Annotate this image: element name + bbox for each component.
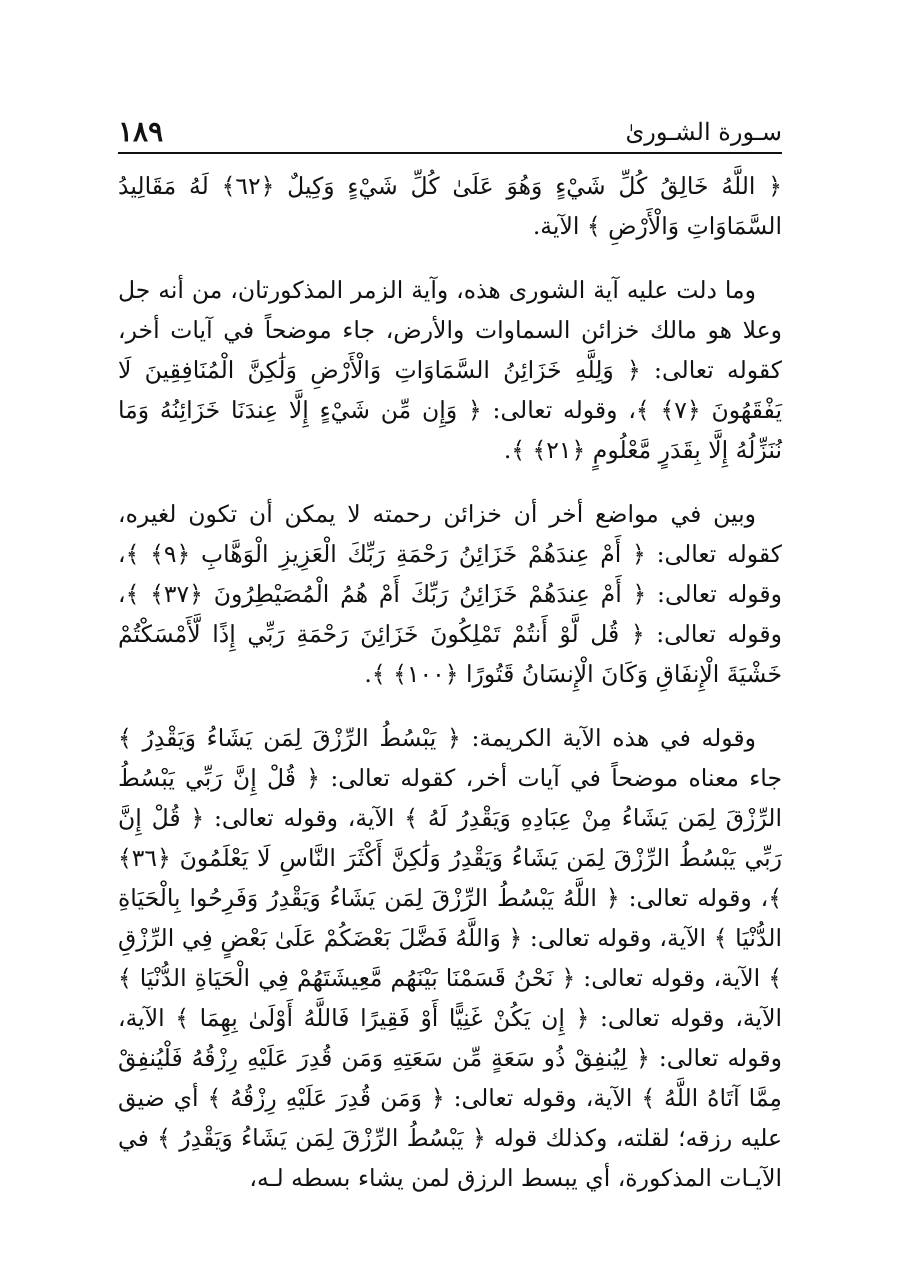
page-header — [118, 108, 782, 154]
surah-title: سـورة الشـورىٰ — [625, 118, 782, 146]
paragraph-2: وما دلت عليه آية الشورى هذه، وآية الزمر المذكورتان، من أنه جل وعلا هو مالك خزائن السماوات والأرض، جاء موضحاً في آيات أخر، كقوله تعالى: ﴿ وَلِلَّهِ خَزَائِنُ السَّمَاوَاتِ وَالْأَرْضِ وَلَٰكِنَّ الْمُنَافِقِينَ لَا يَفْقَهُونَ ﴿٧﴾ ﴾، وقوله تعالى: ﴿ وَإِن مِّن شَيْءٍ إِلَّا عِندَنَا خَزَائِنُهُ وَمَا نُنَزِّلُهُ إِلَّا بِقَدَرٍ مَّعْلُومٍ ﴿٢١﴾ ﴾. — [118, 276, 782, 464]
paragraph-3: وبين في مواضع أخر أن خزائن رحمته لا يمكن أن تكون لغيره، كقوله تعالى: ﴿ أَمْ عِندَهُمْ خَزَائِنُ رَحْمَةِ رَبِّكَ الْعَزِيزِ الْوَهَّابِ ﴿٩﴾ ﴾، وقوله تعالى: ﴿ أَمْ عِندَهُمْ خَزَائِنُ رَبِّكَ أَمْ هُمُ الْمُصَيْطِرُونَ ﴿٣٧﴾ ﴾، وقوله تعالى: ﴿ قُل لَّوْ أَنتُمْ تَمْلِكُونَ خَزَائِنَ رَحْمَةِ رَبِّي إِذًا لَّأَمْسَكْتُمْ خَشْيَةَ الْإِنفَاقِ وَكَانَ الْإِنسَانُ قَتُورًا ﴿١٠٠﴾ ﴾. — [118, 500, 783, 688]
paragraph-1: ﴿ اللَّهُ خَالِقُ كُلِّ شَيْءٍ وَهُوَ عَلَىٰ كُلِّ شَيْءٍ وَكِيلٌ ﴿٦٢﴾ لَهُ مَقَالِيدُ السَّمَاوَاتِ وَالْأَرْضِ ﴾ الآية. — [118, 172, 782, 240]
page-number: ١٨٩ — [118, 115, 164, 148]
page-body — [118, 166, 782, 1198]
paragraph-4: وقوله في هذه الآية الكريمة: ﴿ يَبْسُطُ الرِّزْقَ لِمَن يَشَاءُ وَيَقْدِرُ ﴾ جاء معناه موضحاً في آيات أخر، كقوله تعالى: ﴿ قُلْ إِنَّ رَبِّي يَبْسُطُ الرِّزْقَ لِمَن يَشَاءُ مِنْ عِبَادِهِ وَيَقْدِرُ لَهُ ﴾ الآية، وقوله تعالى: ﴿ قُلْ إِنَّ رَبِّي يَبْسُطُ الرِّزْقَ لِمَن يَشَاءُ وَيَقْدِرُ وَلَٰكِنَّ أَكْثَرَ النَّاسِ لَا يَعْلَمُونَ ﴿٣٦﴾ ﴾، وقوله تعالى: ﴿ اللَّهُ يَبْسُطُ الرِّزْقَ لِمَن يَشَاءُ وَيَقْدِرُ وَفَرِحُوا بِالْحَيَاةِ الدُّنْيَا ﴾ الآية، وقوله تعالى: ﴿ وَاللَّهُ فَضَّلَ بَعْضَكُمْ عَلَىٰ بَعْضٍ فِي الرِّزْقِ ﴾ الآية، وقوله تعالى: ﴿ نَحْنُ قَسَمْنَا بَيْنَهُم مَّعِيشَتَهُمْ فِي الْحَيَاةِ الدُّنْيَا ﴾ الآية، وقوله تعالى: ﴿ إِن يَكُنْ غَنِيًّا أَوْ فَقِيرًا فَاللَّهُ أَوْلَىٰ بِهِمَا ﴾ الآية، وقوله تعالى: ﴿ لِيُنفِقْ ذُو سَعَةٍ مِّن سَعَتِهِ وَمَن قُدِرَ عَلَيْهِ رِزْقُهُ فَلْيُنفِقْ مِمَّا آتَاهُ اللَّهُ ﴾ الآية، وقوله تعالى: ﴿ وَمَن قُدِرَ عَلَيْهِ رِزْقُهُ ﴾ أي ضيق عليه رزقه؛ لقلته، وكذلك قوله ﴿ يَبْسُطُ الرِّزْقَ لِمَن يَشَاءُ وَيَقْدِرُ ﴾ في الآيـات المذكورة، أي يبسط الرزق لمن يشاء بسطه لـه، — [118, 724, 782, 1192]
